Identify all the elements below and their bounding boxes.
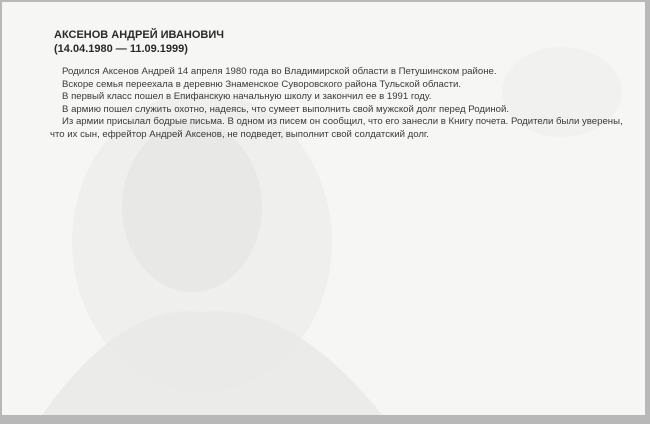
document-page (2, 2, 645, 415)
biography-paragraph: Вскоре семья переехала в деревню Знаменское Суворовского района Тульской области. (62, 78, 462, 90)
biography-text (50, 66, 625, 142)
biography-paragraph: В первый класс пошел в Епифанскую начальную школу и закончил ее в 1991 году. (62, 91, 432, 103)
person-name: АКСЕНОВ АНДРЕЙ ИВАНОВИЧ (54, 29, 224, 41)
biography-paragraph: Родился Аксенов Андрей 14 апреля 1980 года во Владимирской области в Петушинском районе. (62, 66, 497, 77)
biography-paragraph: Из армии присылал бодрые письма. В одном из писем он сообщил, что его занесли в Книгу почета. Родители были уверены, что их сын, ефрейтор Андрей Аксенов, не подведет, выполнит свой солдатский долг. (50, 116, 623, 140)
person-header (54, 28, 224, 56)
life-dates: (14.04.1980 — 11.09.1999) (54, 43, 188, 55)
biography-paragraph: В армию пошел служить охотно, надеясь, что сумеет выполнить свой мужской долг перед Родиной. (62, 103, 509, 115)
faded-portrait-watermark (2, 2, 645, 415)
